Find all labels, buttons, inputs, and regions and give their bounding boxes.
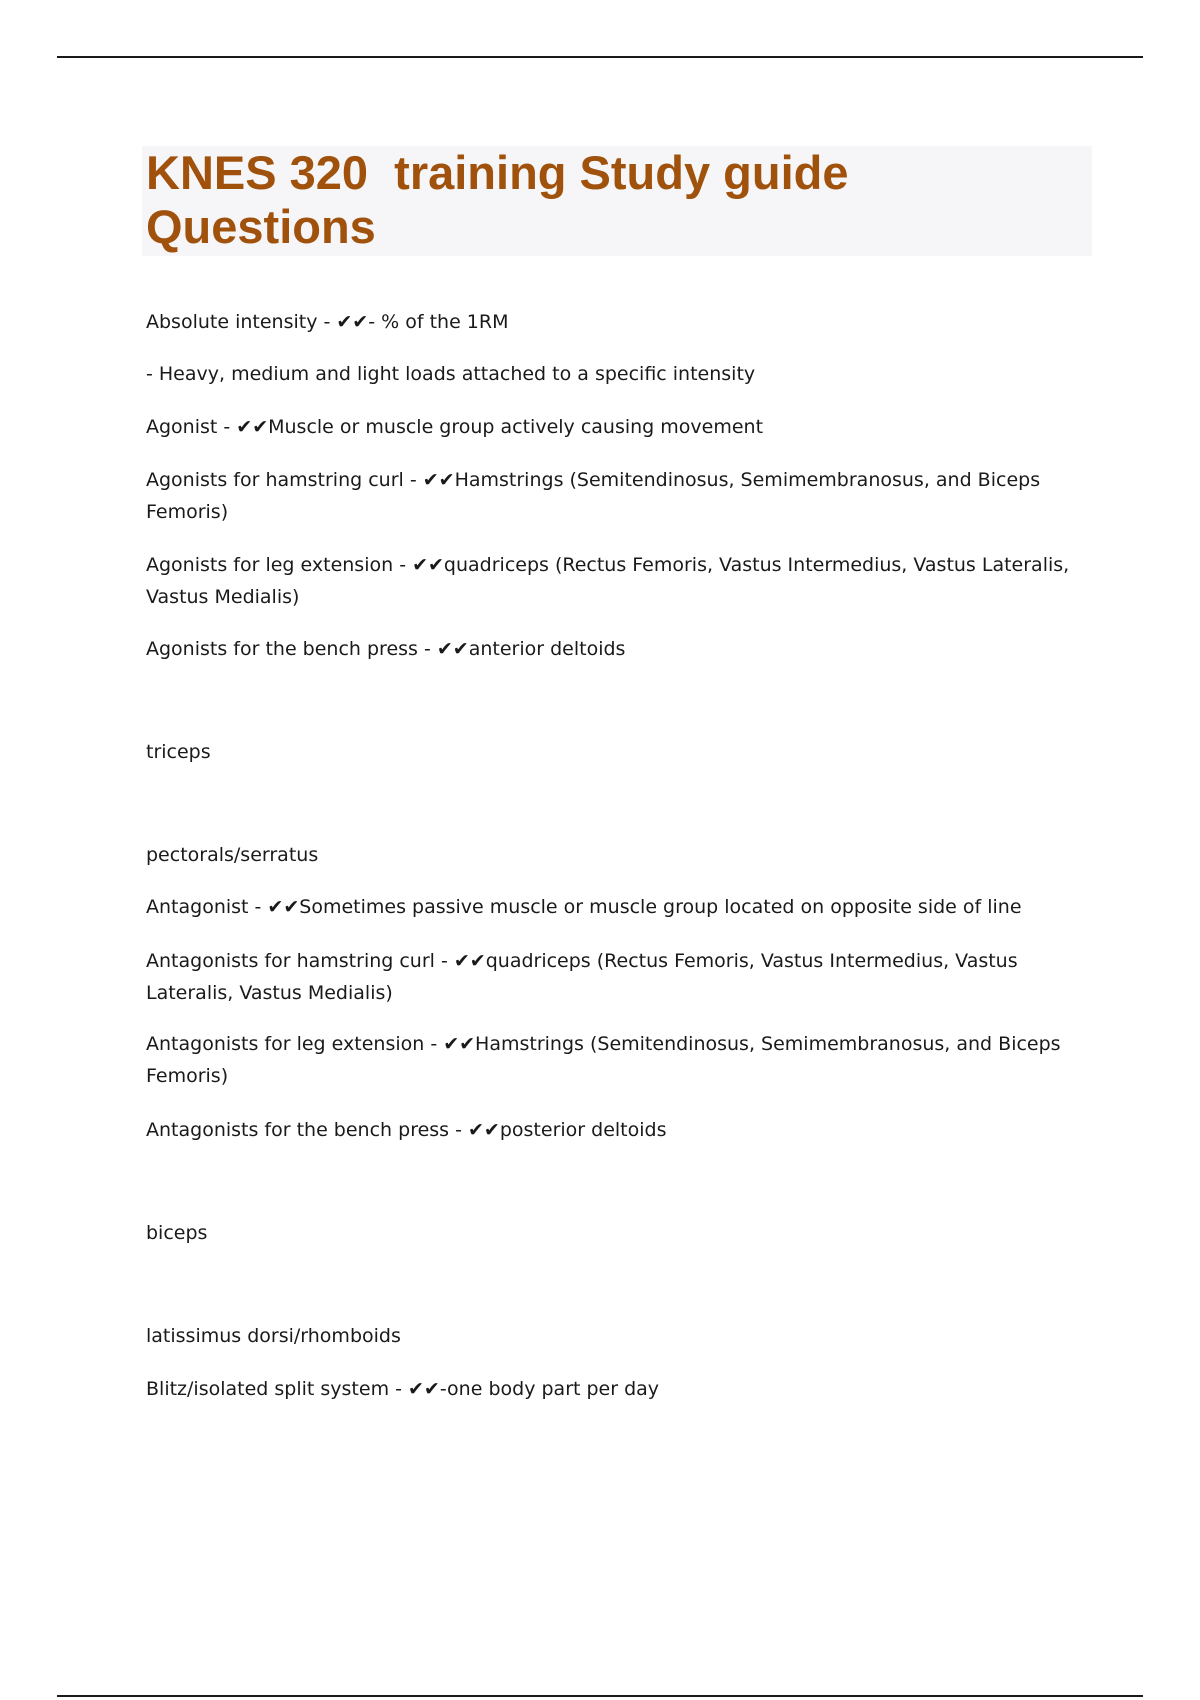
entry-absolute-intensity-note: - Heavy, medium and light loads attached to a specific intensity (146, 363, 756, 385)
entry-absolute-intensity: Absolute intensity - ✔✔- % of the 1RM (146, 311, 509, 333)
entry-triceps: triceps (146, 741, 211, 763)
entry-agonists-bench-press: Agonists for the bench press - ✔✔anterior deltoids (146, 638, 626, 660)
entry-biceps: biceps (146, 1222, 208, 1244)
entry-latissimus-rhomboids: latissimus dorsi/rhomboids (146, 1325, 401, 1347)
document-title: KNES 320 training Study guide Questions (146, 146, 862, 253)
entry-pectorals-serratus: pectorals/serratus (146, 844, 319, 866)
entry-blitz-split-system: Blitz/isolated split system - ✔✔-one body part per day (146, 1378, 660, 1400)
entry-antagonists-bench-press: Antagonists for the bench press - ✔✔posterior deltoids (146, 1119, 667, 1141)
entry-antagonists-hamstring-curl: Antagonists for hamstring curl - ✔✔quadriceps (Rectus Femoris, Vastus Intermedius, Vastus Lateralis, Vastus Medialis) (146, 950, 1018, 1004)
entry-antagonists-leg-extension: Antagonists for leg extension - ✔✔Hamstrings (Semitendinosus, Semimembranosus, and Biceps Femoris) (146, 1033, 1061, 1087)
top-rule (57, 56, 1143, 58)
entry-antagonist: Antagonist - ✔✔Sometimes passive muscle or muscle group located on opposite side of line (146, 896, 1022, 918)
entry-agonist: Agonist - ✔✔Muscle or muscle group actively causing movement (146, 416, 764, 438)
entry-agonists-leg-extension: Agonists for leg extension - ✔✔quadriceps (Rectus Femoris, Vastus Intermedius, Vastus Lateralis, Vastus Medialis) (146, 554, 1070, 608)
bottom-rule (57, 1695, 1143, 1697)
entry-agonists-hamstring-curl: Agonists for hamstring curl - ✔✔Hamstrings (Semitendinosus, Semimembranosus, and Biceps Femoris) (146, 469, 1041, 523)
